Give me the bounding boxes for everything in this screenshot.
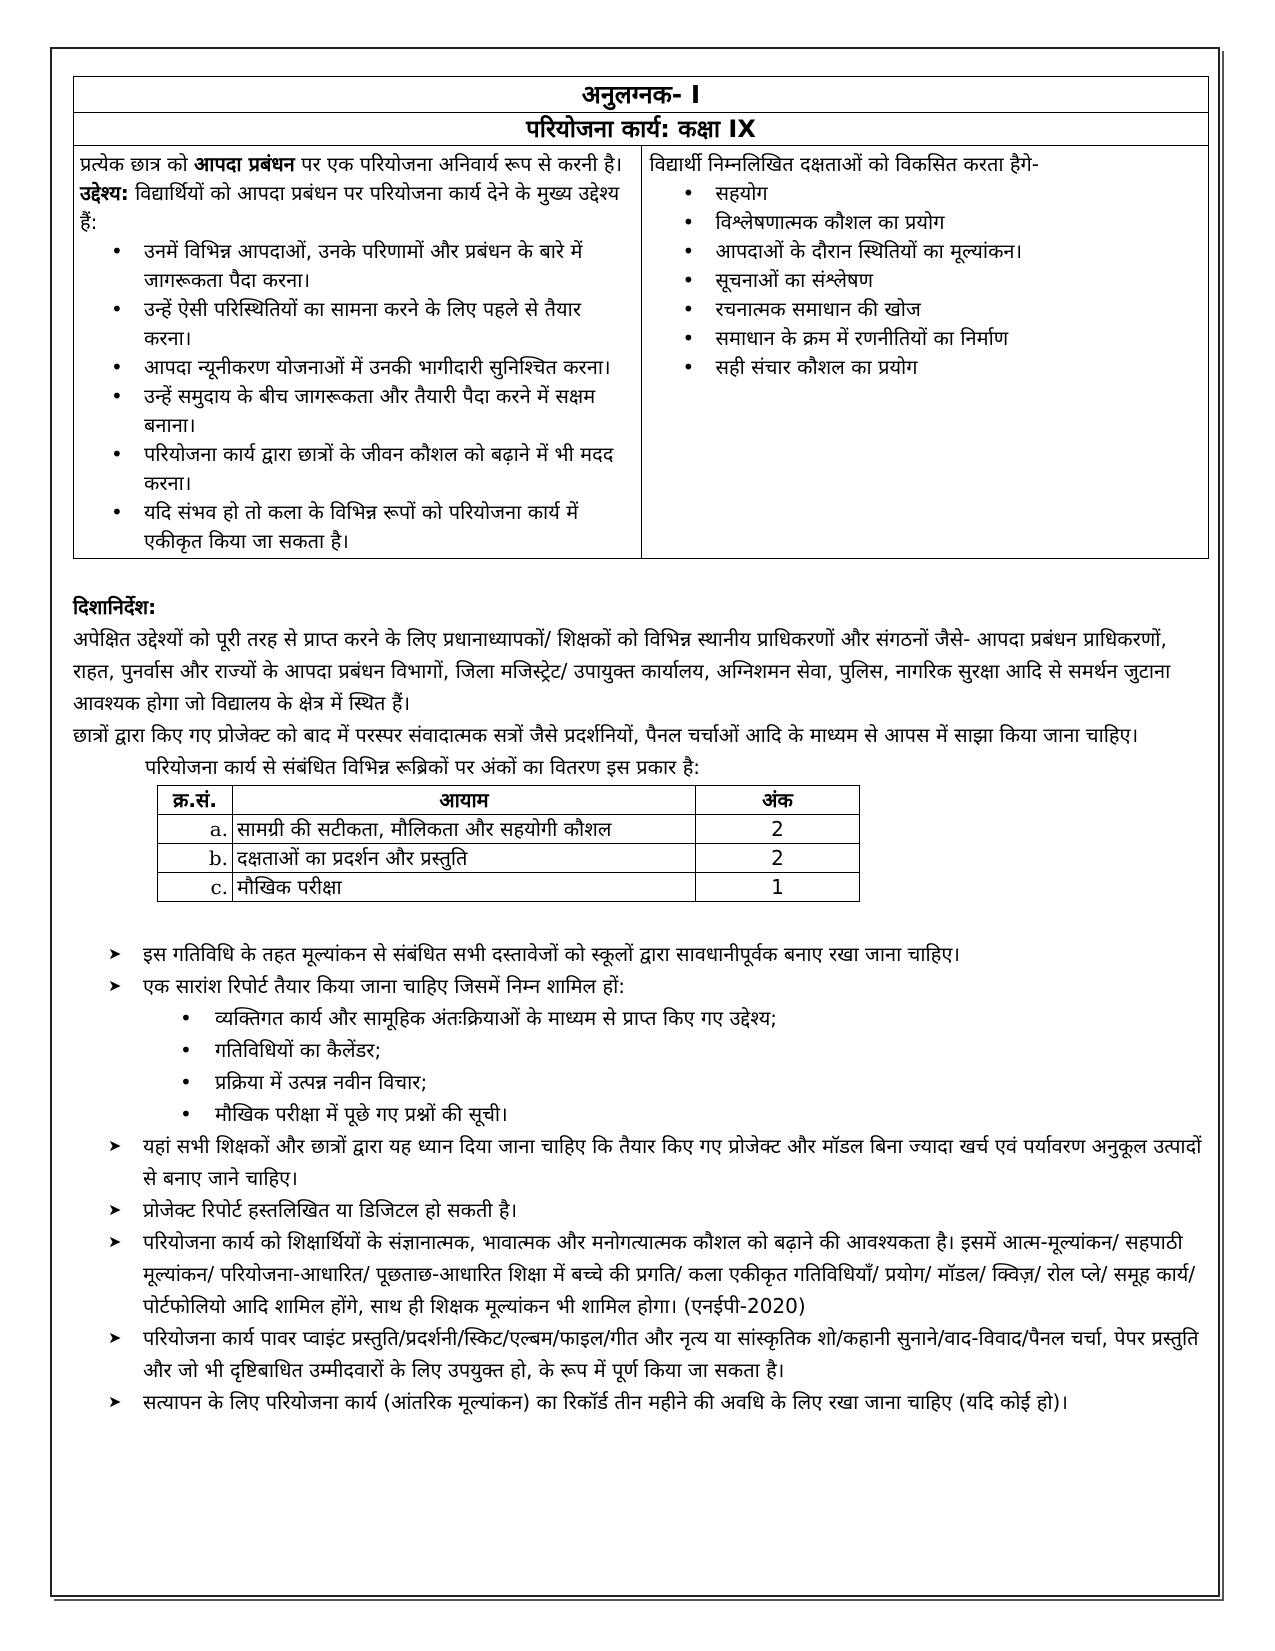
list-item: • उन्हें समुदाय के बीच जागरूकता और तैयारी पैदा करने में सक्षम बनाना।: [144, 382, 635, 440]
list-item: • परियोजना कार्य द्वारा छात्रों के जीवन कौशल को बढ़ाने में भी मदद करना।: [144, 440, 635, 498]
point-text: परियोजना कार्य को शिक्षार्थियों के संज्ञानात्मक, भावात्मक और मनोगत्यात्मक कौशल को बढ़ाने की आवश्यकता है। इसमें आत्म-मूल्यांकन/ सहपाठी मूल्यांकन/ परियोजना-आधारित/ पूछताछ-आधारित शिक्षा में बच्चे की प्रगति/ कला एकीकृत गतिविधियाँ/ प्रयोग/ मॉडल/ क्विज़/ रोल प्ले/ समूह कार्य/ पोर्टफोलियो आदि शामिल होंगे, साथ ही शिक्षक मूल्यांकन भी शामिल होगा। (एनईपी-2020): [143, 1230, 1196, 1318]
annex-subtitle: परियोजना कार्य: कक्षा IX: [74, 113, 1209, 146]
list-item: [108, 938, 1209, 970]
intro-line: [80, 150, 635, 179]
list-item: • सूचनाओं का संश्लेषण: [716, 266, 1203, 295]
list-item: • विश्लेषणात्मक कौशल का प्रयोग: [716, 208, 1203, 237]
row-dimension: दक्षताओं का प्रदर्शन और प्रस्तुति: [233, 844, 696, 873]
point-text: इस गतिविधि के तहत मूल्यांकन से संबंधित सभी दस्तावेजों को स्कूलों द्वारा सावधानीपूर्वक बनाए रखा जाना चाहिए।: [143, 942, 960, 966]
intro-bold: आपदा प्रबंधन: [194, 152, 295, 176]
objectives-list: [80, 237, 635, 556]
list-item: • आपदा न्यूनीकरण योजनाओं में उनकी भागीदारी सुनिश्चित करना।: [144, 353, 635, 382]
instruction-list: [73, 938, 1209, 1418]
objectives-cell: [74, 146, 642, 559]
arrow-bullet-icon: ➤: [108, 976, 122, 995]
arrow-bullet-icon: ➤: [108, 1200, 122, 1219]
objective-text: विद्यार्थियों को आपदा प्रबंधन पर परियोजना कार्य देने के मुख्य उद्देश्य हैं:: [80, 181, 620, 234]
arrow-bullet-icon: ➤: [108, 944, 122, 963]
skills-list: [650, 179, 1203, 382]
list-item: • व्यक्तिगत कार्य और सामूहिक अंतःक्रियाओं के माध्यम से प्राप्त किए गए उद्देश्य;: [215, 1002, 1209, 1034]
marks-table: [157, 785, 860, 902]
header-serial: क्र.सं.: [158, 786, 233, 815]
annex-table: [73, 76, 1209, 559]
arrow-bullet-icon: ➤: [108, 1392, 122, 1411]
list-item: • उनमें विभिन्न आपदाओं, उनके परिणामों और प्रबंधन के बारे में जागरूकता पैदा करना।: [144, 237, 635, 295]
skills-intro: विद्यार्थी निम्नलिखित दक्षताओं को विकसित करता हैगे-: [649, 152, 1039, 176]
point-text: यहां सभी शिक्षकों और छात्रों द्वारा यह ध्यान दिया जाना चाहिए कि तैयार किए गए प्रोजेक्ट और मॉडल बिना ज्यादा खर्च एवं पर्यावरण अनुकूल उत्पादों से बनाए जाने चाहिए।: [143, 1134, 1202, 1190]
row-dimension: मौखिक परीक्षा: [233, 873, 696, 902]
list-item: • गतिविधियों का कैलेंडर;: [215, 1034, 1209, 1066]
list-item: • रचनात्मक समाधान की खोज: [716, 295, 1203, 324]
row-marks: 1: [696, 873, 860, 902]
guidelines-paragraph-2: छात्रों द्वारा किए गए प्रोजेक्ट को बाद में परस्पर संवादात्मक सत्रों जैसे प्रदर्शनियों, पैनल चर्चाओं आदि के माध्यम से आपस में साझा किया जाना चाहिए।: [73, 723, 1139, 747]
point-text: परियोजना कार्य पावर प्वाइंट प्रस्तुति/प्रदर्शनी/स्किट/एल्बम/फाइल/गीत और नृत्य या सांस्कृतिक शो/कहानी सुनाने/वाद-विवाद/पैनल चर्चा, पेपर प्रस्तुति और जो भी दृष्टिबाधित उम्मीदवारों के लिए उपयुक्त हो, के रूप में पूर्ण किया जा सकता है।: [143, 1326, 1199, 1382]
header-marks: अंक: [696, 786, 860, 815]
intro-text-a: प्रत्येक छात्र को: [80, 152, 194, 176]
table-row: [158, 844, 860, 873]
list-item: [108, 1194, 1209, 1226]
list-item: • मौखिक परीक्षा में पूछे गए प्रश्नों की सूची।: [215, 1098, 1209, 1130]
objective-line: [80, 179, 635, 237]
row-marks: 2: [696, 844, 860, 873]
list-item: [108, 1386, 1209, 1418]
intro-text-b: पर एक परियोजना अनिवार्य रूप से करनी है।: [294, 152, 623, 176]
list-item: [108, 1130, 1209, 1194]
point-text: प्रोजेक्ट रिपोर्ट हस्तलिखित या डिजिटल हो सकती है।: [143, 1198, 518, 1222]
table-row: [158, 873, 860, 902]
header-dimension: आयाम: [233, 786, 696, 815]
arrow-bullet-icon: ➤: [108, 1232, 122, 1251]
marks-intro: परियोजना कार्य से संबंधित विभिन्न रूब्रिकों पर अंकों का वितरण इस प्रकार है:: [145, 755, 701, 779]
list-item: [108, 1226, 1209, 1322]
table-row: [158, 815, 860, 844]
row-dimension: सामग्री की सटीकता, मौलिकता और सहयोगी कौशल: [233, 815, 696, 844]
list-item: • सही संचार कौशल का प्रयोग: [716, 353, 1203, 382]
document-body: [73, 76, 1209, 1418]
list-item: • यदि संभव हो तो कला के विभिन्न रूपों को परियोजना कार्य में एकीकृत किया जा सकता है।: [144, 498, 635, 556]
row-serial: b.: [158, 844, 233, 873]
annex-title: अनुलग्नक- I: [74, 77, 1209, 113]
list-item: • सहयोग: [716, 179, 1203, 208]
skills-cell: [641, 146, 1209, 559]
report-contents-list: [143, 1002, 1209, 1130]
list-item: • समाधान के क्रम में रणनीतियों का निर्माण: [716, 324, 1203, 353]
guidelines-heading: दिशानिर्देश:: [73, 595, 157, 619]
point-text: सत्यापन के लिए परियोजना कार्य (आंतरिक मूल्यांकन) का रिकॉर्ड तीन महीने की अवधि के लिए रखा जाना चाहिए (यदि कोई हो)।: [143, 1390, 1068, 1414]
list-item: [108, 1322, 1209, 1386]
list-item: • प्रक्रिया में उत्पन्न नवीन विचार;: [215, 1066, 1209, 1098]
arrow-bullet-icon: ➤: [108, 1328, 122, 1347]
list-item: [108, 970, 1209, 1130]
guidelines-paragraph-1: अपेक्षित उद्देश्यों को पूरी तरह से प्राप्त करने के लिए प्रधानाध्यापकों/ शिक्षकों को विभिन्न स्थानीय प्राधिकरणों और संगठनों जैसे- आपदा प्रबंधन प्राधिकरणों, राहत, पुनर्वास और राज्यों के आपदा प्रबंधन विभागों, जिला मजिस्ट्रेट/ उपायुक्त कार्यालय, अग्निशमन सेवा, पुलिस, नागरिक सुरक्षा आदि से समर्थन जुटाना आवश्यक होगा जो विद्यालय के क्षेत्र में स्थित हैं।: [73, 627, 1171, 715]
list-item: • उन्हें ऐसी परिस्थितियों का सामना करने के लिए पहले से तैयार करना।: [144, 295, 635, 353]
list-item: • आपदाओं के दौरान स्थितियों का मूल्यांकन।: [716, 237, 1203, 266]
row-marks: 2: [696, 815, 860, 844]
row-serial: a.: [158, 815, 233, 844]
row-serial: c.: [158, 873, 233, 902]
guidelines-section: [73, 591, 1209, 783]
table-header-row: [158, 786, 860, 815]
objective-label: उद्देश्य:: [80, 181, 129, 205]
arrow-bullet-icon: ➤: [108, 1136, 122, 1155]
point-text: एक सारांश रिपोर्ट तैयार किया जाना चाहिए जिसमें निम्न शामिल हों:: [143, 974, 625, 998]
